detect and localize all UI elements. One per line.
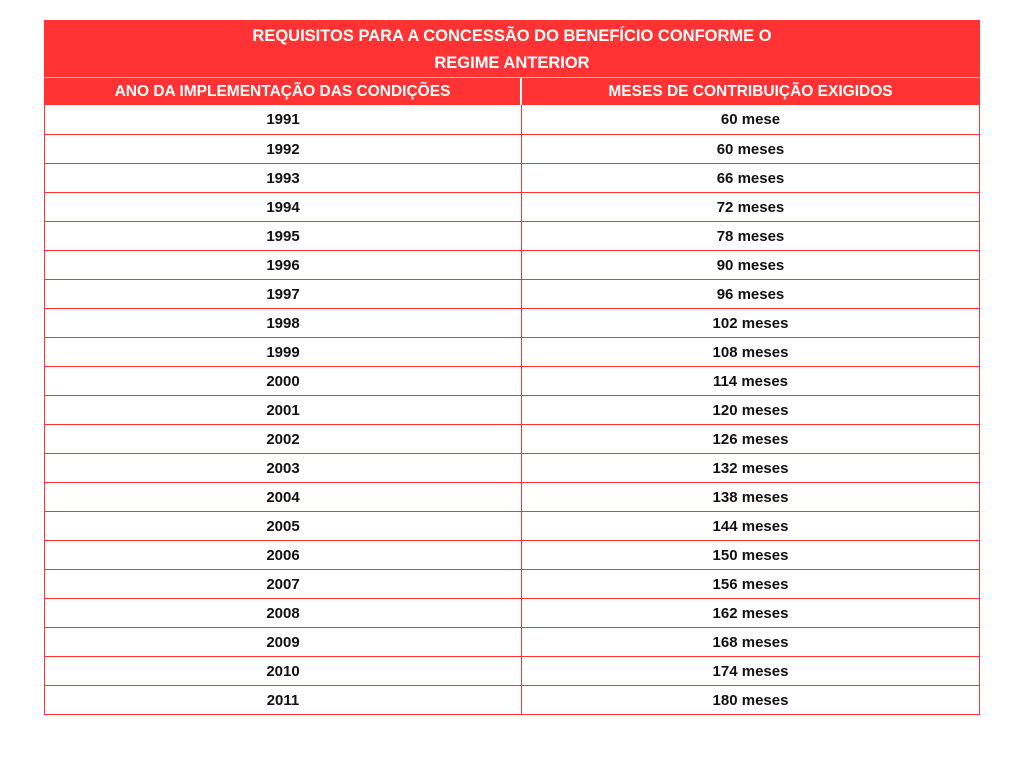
cell-year: 1996 [45, 251, 522, 279]
cell-months: 156 meses [712, 575, 789, 593]
cell-year: 1995 [45, 222, 522, 250]
cell-months: 108 meses [712, 343, 789, 361]
table-row [45, 685, 979, 714]
header-months: MESES DE CONTRIBUIÇÃO EXIGIDOS [608, 82, 893, 100]
cell-year: 2003 [45, 454, 522, 482]
cell-months: 138 meses [712, 488, 789, 506]
table-row [45, 308, 979, 337]
table-row [45, 656, 979, 685]
cell-year: 1993 [45, 164, 522, 192]
cell-year: 2007 [45, 570, 522, 598]
table-row [45, 250, 979, 279]
cell-months: 78 meses [716, 227, 785, 245]
cell-months: 96 meses [716, 285, 785, 303]
cell-months: 120 meses [712, 401, 789, 419]
table-row [45, 105, 979, 134]
cell-months: 60 meses [716, 140, 785, 158]
cell-months: 180 meses [712, 691, 789, 709]
cell-months: 102 meses [712, 314, 789, 332]
table-header-row [44, 77, 980, 105]
requirements-table [44, 20, 980, 715]
cell-year: 2009 [45, 628, 522, 656]
table-row [45, 482, 979, 511]
table-row [45, 395, 979, 424]
cell-year: 2005 [45, 512, 522, 540]
table-row [45, 424, 979, 453]
table-title-line-2: REGIME ANTERIOR [434, 54, 590, 72]
cell-year: 2008 [45, 599, 522, 627]
table-row [45, 453, 979, 482]
cell-year: 2006 [45, 541, 522, 569]
cell-months: 150 meses [712, 546, 789, 564]
cell-year: 1999 [45, 338, 522, 366]
cell-year: 2000 [45, 367, 522, 395]
header-year: ANO DA IMPLEMENTAÇÃO DAS CONDIÇÕES [45, 78, 522, 105]
table-title-line-1: REQUISITOS PARA A CONCESSÃO DO BENEFÍCIO CONFORME O [252, 27, 772, 45]
table-row [45, 627, 979, 656]
cell-months: 126 meses [712, 430, 789, 448]
cell-months: 90 meses [716, 256, 785, 274]
table-row [45, 569, 979, 598]
table-row [45, 540, 979, 569]
cell-months: 168 meses [712, 633, 789, 651]
table-row [45, 511, 979, 540]
cell-months: 66 meses [716, 169, 785, 187]
cell-months: 72 meses [716, 198, 785, 216]
table-row [45, 221, 979, 250]
cell-year: 1998 [45, 309, 522, 337]
table-row [45, 598, 979, 627]
cell-months: 132 meses [712, 459, 789, 477]
cell-year: 1991 [45, 105, 522, 134]
cell-year: 1997 [45, 280, 522, 308]
table-row [45, 134, 979, 163]
table-body [44, 105, 980, 715]
cell-months: 60 mese [720, 111, 781, 128]
cell-year: 1994 [45, 193, 522, 221]
cell-year: 2002 [45, 425, 522, 453]
table-row [45, 192, 979, 221]
cell-months: 114 meses [712, 372, 789, 390]
cell-year: 2011 [45, 686, 522, 714]
cell-year: 2010 [45, 657, 522, 685]
cell-months: 144 meses [712, 517, 789, 535]
table-row [45, 366, 979, 395]
cell-year: 2004 [45, 483, 522, 511]
cell-months: 162 meses [712, 604, 789, 622]
cell-year: 1992 [45, 135, 522, 163]
table-row [45, 337, 979, 366]
cell-months: 174 meses [712, 662, 789, 680]
table-title [44, 20, 980, 77]
cell-year: 2001 [45, 396, 522, 424]
table-row [45, 279, 979, 308]
table-row [45, 163, 979, 192]
